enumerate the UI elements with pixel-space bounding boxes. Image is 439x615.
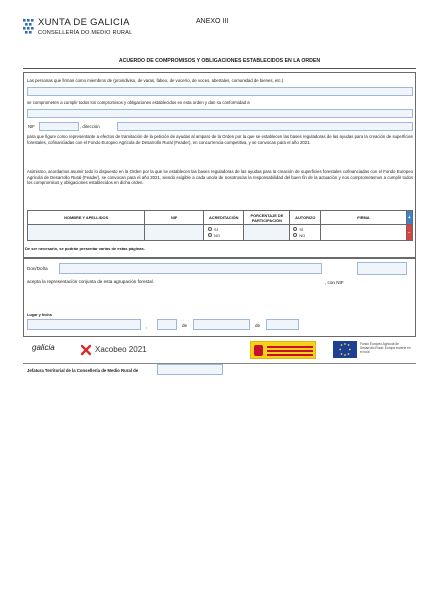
galicia-logo-text: galicia — [32, 343, 55, 352]
table-header-row — [28, 211, 413, 225]
authorize-no[interactable]: NO — [293, 233, 320, 239]
radio-icon[interactable] — [293, 227, 297, 231]
year-field[interactable] — [266, 319, 299, 330]
member-nif-field[interactable] — [145, 225, 204, 241]
commit-text: se comprometen a cumplir todos los compromisos y obligaciones establecidos en esta orden y dan su conformidad a — [27, 100, 250, 105]
government-logo — [250, 341, 316, 359]
acceptance-text: acepta la representación conjunta de esta agrupación forestal. — [27, 279, 154, 284]
address-label: , dirección — [80, 124, 100, 129]
xunta-emblem-icon — [22, 18, 34, 36]
month-field[interactable] — [193, 319, 250, 330]
acceptor-nif-label: , con NIF — [325, 280, 344, 285]
accreditation-yes[interactable]: SÍ — [208, 227, 244, 233]
annex-label: ANEXO III — [196, 18, 229, 25]
don-label: Don/Doña — [27, 266, 48, 271]
eu-logo-text: Fondo Europeo Agrícola de Desarrollo Rural: Europa invierte en el rural — [360, 342, 411, 354]
org-name: XUNTA DE GALICIA — [38, 17, 130, 28]
date-comma: , — [146, 324, 148, 329]
place-date-label: Lugar y fecha — [27, 313, 52, 317]
government-crest-icon — [254, 345, 263, 356]
xacobeo-logo-text: Xacobeo 2021 — [95, 345, 147, 354]
org-subtitle: CONSELLERÍA DO MEDIO RURAL — [38, 30, 133, 36]
group-type-field[interactable] — [27, 87, 413, 96]
form-title: ACUERDO DE COMPROMISOS Y OBLIGACIONES ESTABLECIDOS EN LA ORDEN — [118, 58, 321, 64]
date-de-1: de — [182, 323, 188, 328]
xunta-logo — [22, 17, 152, 43]
authorize-options — [290, 225, 321, 241]
intro-text: Las personas que firman como miembros de (proindiviso, de varas, fabeo, de vocerío, de voces, abertales, comunidad de bienes, etc.) — [27, 78, 284, 83]
galicia-logo — [32, 343, 55, 352]
table-row — [28, 225, 413, 241]
title-divider — [23, 68, 416, 69]
jefatura-label: Jefatura Territorial de la Consellería de Medio Rural de — [27, 368, 139, 373]
authorize-yes[interactable]: SÍ — [293, 227, 320, 233]
accreditation-options — [203, 225, 244, 241]
eu-logo — [333, 341, 413, 359]
col-accreditation-header: ACREDITACIÓN — [203, 211, 244, 225]
representative-paragraph: para que figure como representante a efectos de tramitación de la petición de ayudas al amparo de la Orden por la que se establecen las bases reguladoras de las ayudas para la creación de superficies forestales, cofinanciadas con el Fondo Europeo Agrícola de Desarrollo Rural (Feader), en concurrencia competitiva, y se convocan para el año 2021. — [27, 134, 413, 145]
place-field[interactable] — [27, 319, 141, 330]
add-row-button[interactable]: + — [406, 211, 412, 225]
members-table — [27, 210, 413, 241]
obligations-paragraph: Asimismo, acordamos asumir todo lo dispuesto en la Orden por la que se establecen las bases reguladoras de las ayudas para la creación de superficies forestales cofinanciadas con el Fondo Europeo Agrícola de Desarrollo Rural (Feader), se convocan para el año 2021, siendo exigible a cada uno/a de nosotros/as la responsabilidad del buen fin de la actuación y nos comprometemos a cumplir todos los compromisos y obligaciones establecidos en dicha orden. — [27, 169, 413, 186]
eu-flag-icon — [333, 341, 357, 358]
radio-icon[interactable] — [208, 227, 212, 231]
representative-address-field[interactable] — [117, 122, 413, 131]
day-field[interactable] — [157, 319, 177, 330]
member-signature-cell — [321, 225, 406, 241]
remove-row-button[interactable]: − — [406, 225, 412, 241]
acceptor-name-field[interactable] — [59, 263, 322, 274]
member-name-field[interactable] — [28, 225, 145, 241]
col-nif-header: NIF — [145, 211, 204, 225]
jefatura-field[interactable] — [157, 364, 223, 375]
table-note: De ser necesario, se podrán presentar varias de estas páginas. — [25, 246, 145, 251]
col-percentage-header: PORCENTAJE DE PARTICIPACIÓN — [244, 211, 290, 225]
accreditation-no[interactable]: NO — [208, 233, 244, 239]
acceptor-nif-field[interactable] — [357, 262, 407, 275]
representative-name-field[interactable] — [27, 109, 413, 118]
col-name-header: NOMBRE Y APELLIDOS — [28, 211, 145, 225]
xacobeo-x-icon — [80, 344, 92, 356]
date-de-2: de — [255, 323, 261, 328]
nif-label: NIF — [28, 124, 35, 129]
radio-icon[interactable] — [293, 233, 297, 237]
member-percentage-field[interactable] — [244, 225, 290, 241]
government-stripes-icon — [267, 346, 313, 356]
radio-icon[interactable] — [208, 233, 212, 237]
col-signature-header: FIRMA — [321, 211, 406, 225]
representative-nif-field[interactable] — [39, 122, 79, 131]
col-authorize-header: AUTORIZO — [290, 211, 321, 225]
